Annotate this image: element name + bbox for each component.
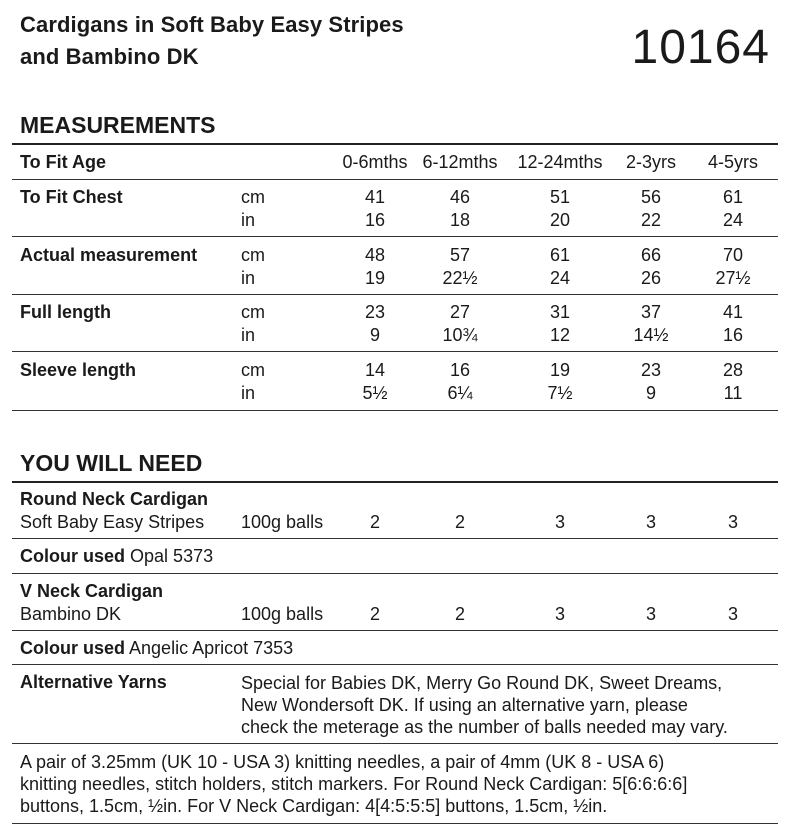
chest-in-0: 16 (364, 210, 386, 230)
actual-cm-3: 66 (640, 245, 662, 265)
sleeve-in-unit: in (241, 383, 256, 403)
actual-cm-2: 61 (549, 245, 571, 265)
v-neck-balls-0: 2 (369, 604, 380, 624)
full-length-cm-1: 27 (449, 302, 471, 322)
chest-in-3: 22 (640, 210, 662, 230)
age-label: To Fit Age (20, 152, 106, 172)
colour-value: Angelic Apricot 7353 (129, 638, 294, 658)
needles-line: buttons, 1.5cm, ½in. For V Neck Cardigan: 4[4:5:5:5] buttons, 1.5cm, ½in. (20, 796, 608, 816)
actual-in-4: 27½ (715, 268, 751, 288)
round-neck-title: Round Neck Cardigan (20, 489, 209, 509)
colour-value: Opal 5373 (130, 546, 214, 566)
sleeve-cm-4: 28 (722, 360, 744, 380)
divider (12, 351, 778, 352)
age-1: 6-12mths (422, 152, 498, 172)
full-length-in-unit: in (241, 325, 256, 345)
divider (12, 294, 778, 295)
full-length-label: Full length (20, 302, 111, 322)
sleeve-cm-3: 23 (640, 360, 662, 380)
title-line-2: and Bambino DK (20, 44, 199, 69)
colour-label: Colour used (20, 546, 126, 566)
full-length-cm-unit: cm (241, 302, 265, 322)
sleeve-cm-2: 19 (549, 360, 571, 380)
chest-cm-unit: cm (241, 187, 265, 207)
sleeve-label: Sleeve length (20, 360, 137, 380)
sleeve-cm-0: 14 (364, 360, 386, 380)
chest-cm-4: 61 (722, 187, 744, 207)
needles-line: knitting needles, stitch holders, stitch markers. For Round Neck Cardigan: 5[6:6:6:6] (20, 774, 688, 794)
alternative-line: check the meterage as the number of balls needed may vary. (241, 717, 728, 737)
v-neck-colour (20, 638, 293, 659)
divider (12, 538, 778, 539)
round-neck-balls-4: 3 (727, 512, 738, 532)
alternative-line: Special for Babies DK, Merry Go Round DK, Sweet Dreams, (241, 673, 723, 693)
v-neck-balls-3: 3 (645, 604, 656, 624)
full-length-cm-2: 31 (549, 302, 571, 322)
age-0: 0-6mths (342, 152, 408, 172)
chest-in-1: 18 (449, 210, 471, 230)
full-length-in-3: 14½ (633, 325, 669, 345)
chest-cm-0: 41 (364, 187, 386, 207)
needles-text (20, 751, 790, 817)
divider (12, 143, 778, 145)
round-neck-balls-0: 2 (369, 512, 380, 532)
round-neck-balls-2: 3 (554, 512, 565, 532)
sleeve-cm-1: 16 (449, 360, 471, 380)
full-length-in-0: 9 (369, 325, 380, 345)
age-4: 4-5yrs (707, 152, 758, 172)
colour-label: Colour used (20, 638, 126, 658)
actual-cm-1: 57 (449, 245, 471, 265)
divider (12, 743, 778, 744)
round-neck-ball-unit: 100g balls (241, 512, 324, 532)
divider (12, 573, 778, 574)
divider (12, 481, 778, 483)
sleeve-in-0: 5½ (362, 383, 388, 403)
round-neck-yarn: Soft Baby Easy Stripes (20, 512, 205, 532)
sleeve-cm-unit: cm (241, 360, 265, 380)
actual-in-2: 24 (549, 268, 571, 288)
alternative-yarns-label: Alternative Yarns (20, 672, 167, 692)
full-length-in-1: 10¾ (442, 325, 478, 345)
sleeve-in-3: 9 (645, 383, 656, 403)
v-neck-yarn: Bambino DK (20, 604, 122, 624)
sleeve-in-4: 11 (723, 383, 743, 403)
actual-in-0: 19 (364, 268, 386, 288)
actual-in-1: 22½ (442, 268, 478, 288)
round-neck-colour (20, 546, 213, 567)
measurements-heading: MEASUREMENTS (20, 112, 216, 138)
divider (12, 410, 778, 411)
round-neck-balls-1: 2 (454, 512, 465, 532)
sleeve-in-1: 6¼ (447, 383, 473, 403)
sleeve-in-2: 7½ (547, 383, 573, 403)
alternative-yarns-text (241, 672, 781, 738)
you-will-need-heading: YOU WILL NEED (20, 450, 203, 476)
needles-line: A pair of 3.25mm (UK 10 - USA 3) knitting needles, a pair of 4mm (UK 8 - USA 6) (20, 752, 665, 772)
chest-label: To Fit Chest (20, 187, 123, 207)
pattern-number: 10164 (631, 21, 770, 74)
v-neck-balls-1: 2 (454, 604, 465, 624)
actual-label: Actual measurement (20, 245, 198, 265)
v-neck-balls-2: 3 (554, 604, 565, 624)
divider (12, 823, 778, 824)
chest-in-2: 20 (549, 210, 571, 230)
divider (12, 236, 778, 237)
title-line-1: Cardigans in Soft Baby Easy Stripes (20, 12, 404, 37)
actual-cm-unit: cm (241, 245, 265, 265)
v-neck-title: V Neck Cardigan (20, 581, 164, 601)
v-neck-ball-unit: 100g balls (241, 604, 324, 624)
chest-cm-1: 46 (449, 187, 471, 207)
actual-cm-0: 48 (364, 245, 386, 265)
full-length-in-4: 16 (722, 325, 744, 345)
full-length-cm-3: 37 (640, 302, 662, 322)
age-3: 2-3yrs (625, 152, 676, 172)
divider (12, 179, 778, 180)
chest-cm-3: 56 (640, 187, 662, 207)
divider (12, 630, 778, 631)
actual-in-3: 26 (640, 268, 662, 288)
chest-in-unit: in (241, 210, 256, 230)
full-length-in-2: 12 (549, 325, 571, 345)
full-length-cm-0: 23 (364, 302, 386, 322)
chest-in-4: 24 (722, 210, 744, 230)
v-neck-balls-4: 3 (727, 604, 738, 624)
round-neck-balls-3: 3 (645, 512, 656, 532)
age-2: 12-24mths (517, 152, 603, 172)
actual-in-unit: in (241, 268, 256, 288)
alternative-line: New Wondersoft DK. If using an alternative yarn, please (241, 695, 688, 715)
divider (12, 664, 778, 665)
actual-cm-4: 70 (722, 245, 744, 265)
full-length-cm-4: 41 (722, 302, 744, 322)
chest-cm-2: 51 (549, 187, 571, 207)
